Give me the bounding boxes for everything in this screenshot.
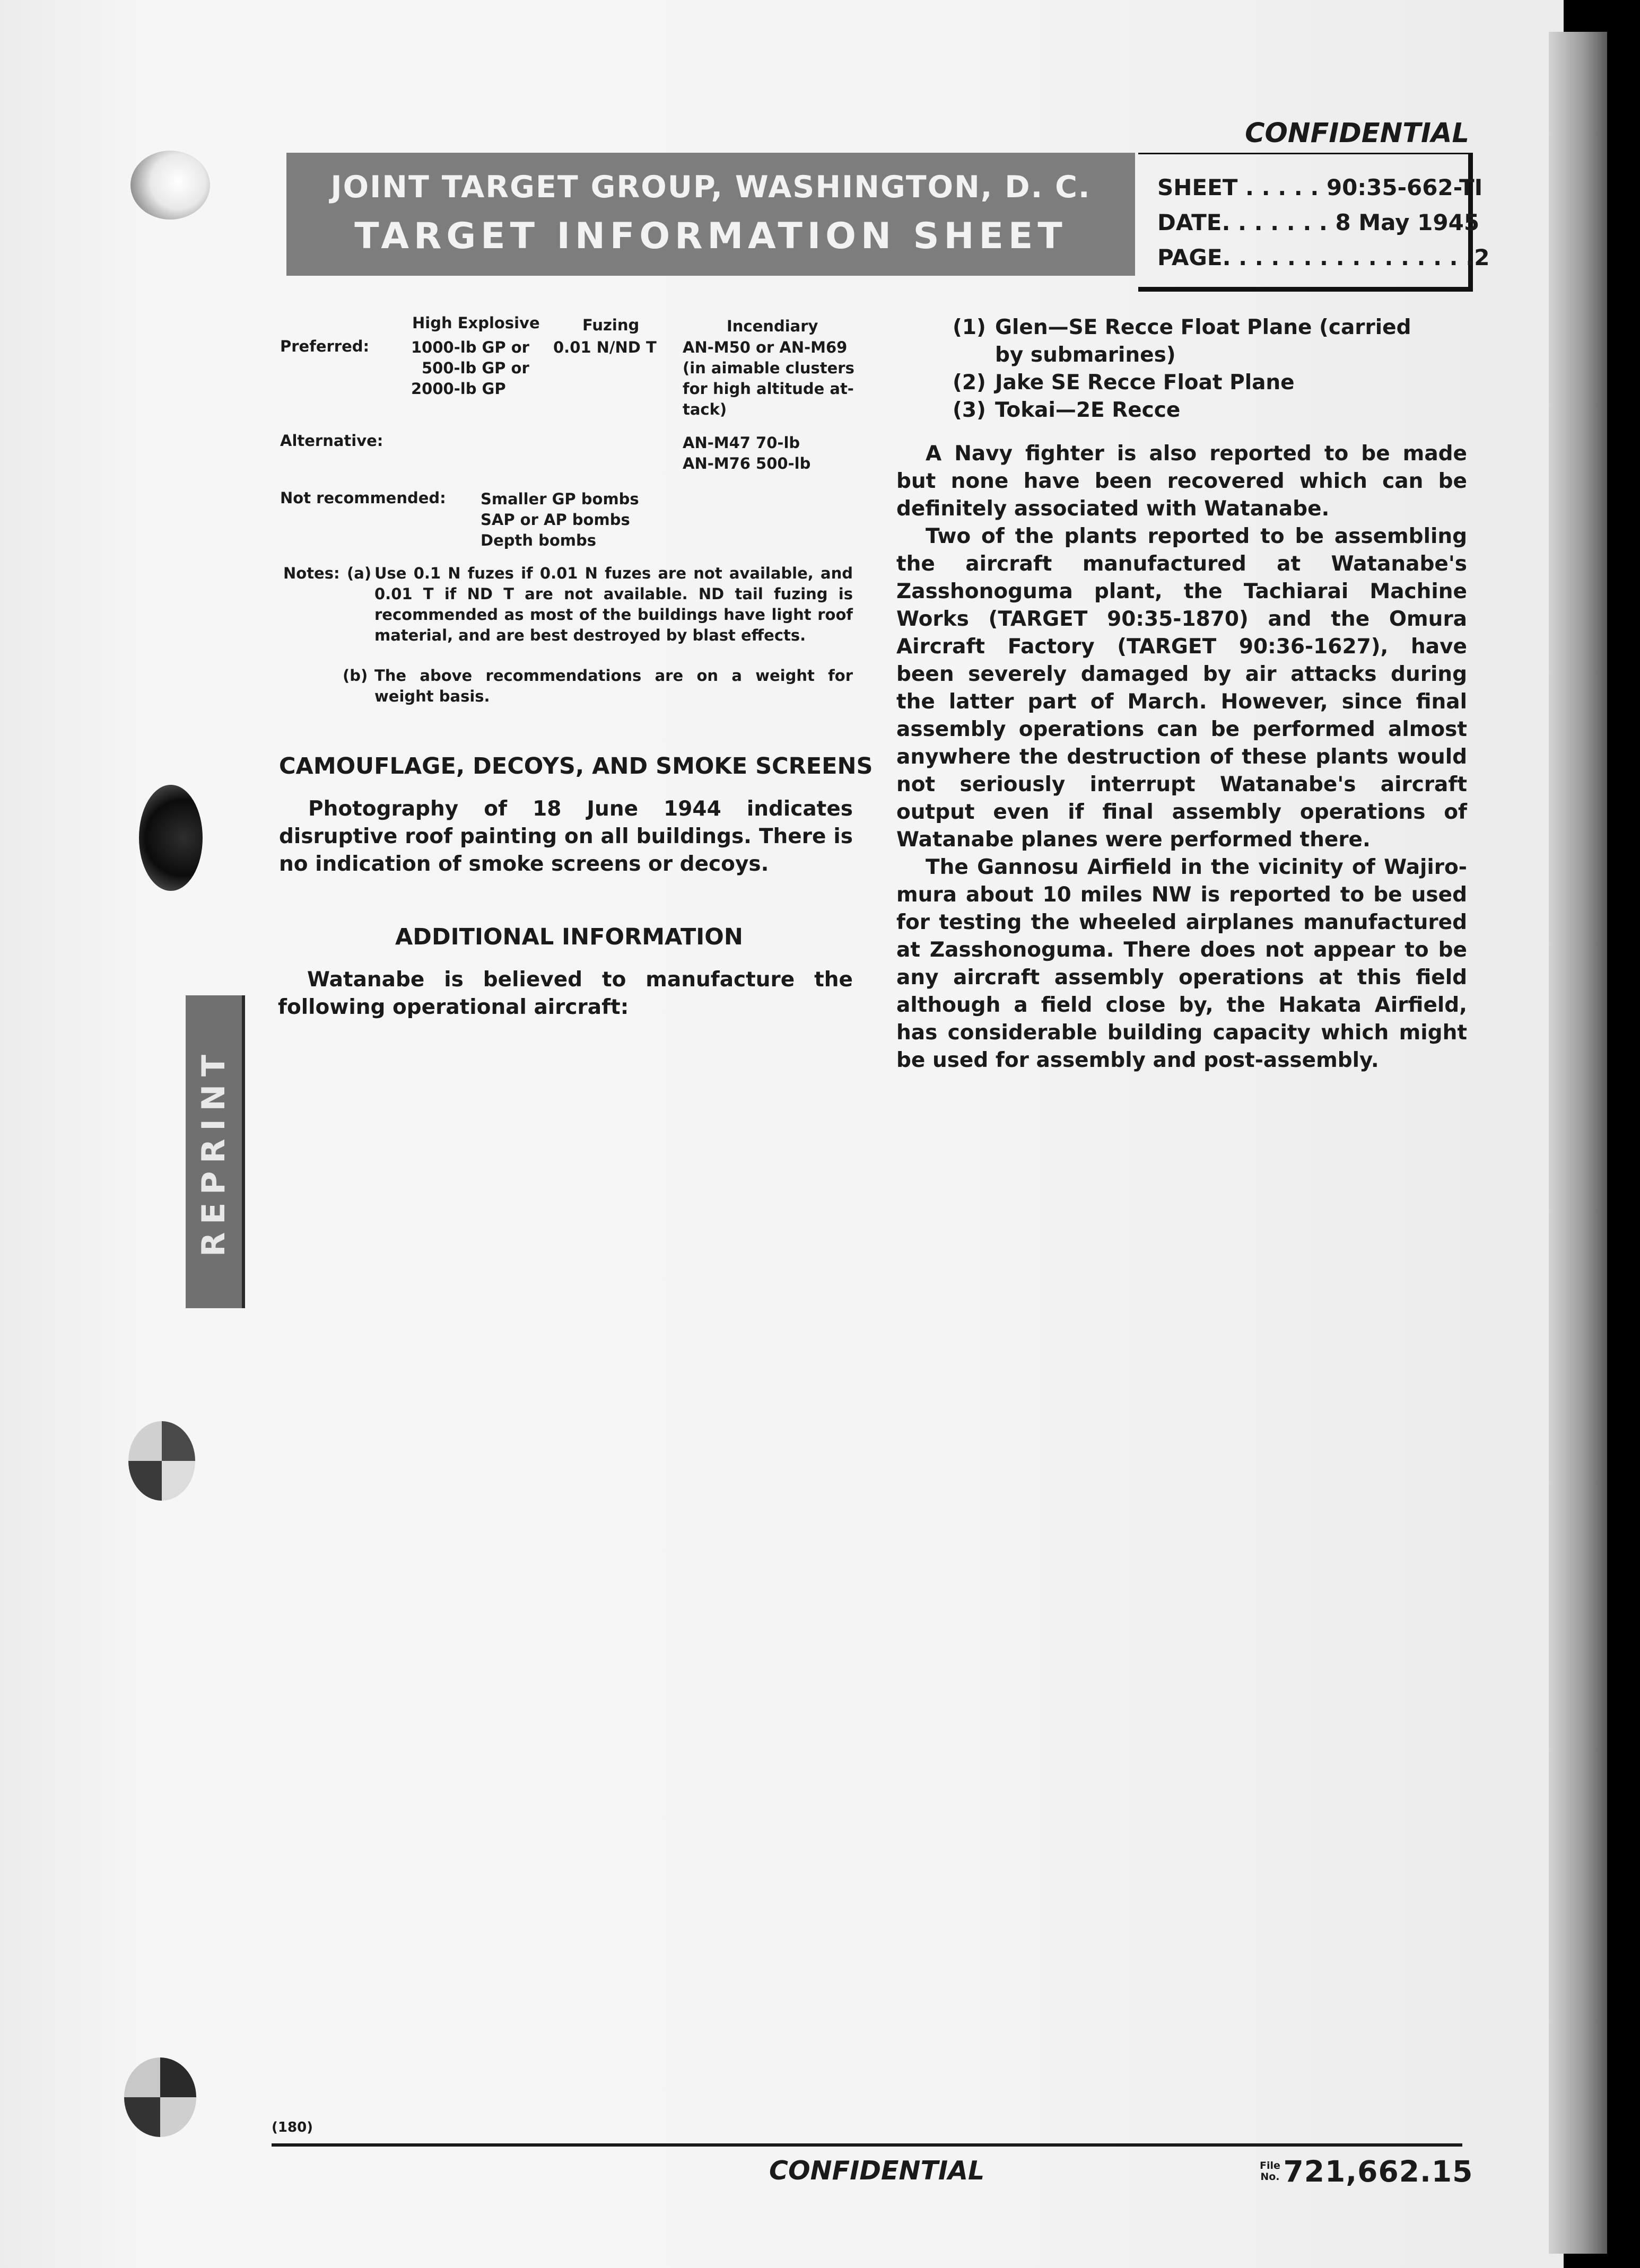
binder-hole (124, 2057, 196, 2137)
sheet-page: PAGE. . . . . . . . . . . . . . . .2 (1157, 244, 1490, 270)
note-a-label: (a) (347, 564, 372, 582)
preferred-incendiary-4: tack) (683, 400, 727, 418)
col-header-high-explosive: High Explosive (412, 314, 540, 332)
additional-info-paragraph (278, 966, 853, 1021)
footer-rule (272, 2143, 1462, 2147)
additional-info-heading: ADDITIONAL INFORMATION (395, 924, 743, 950)
preferred-he-1: 1000-lb GP or (411, 338, 529, 356)
alternative-label: Alternative: (280, 432, 383, 450)
file-number (1260, 2155, 1473, 2188)
sheet-title: TARGET INFORMATION SHEET (354, 215, 1067, 257)
paragraph-navy-fighter: A Navy fighter is also reported to be made but none have been recovered which can be definitely associated with Watanabe. (896, 442, 1467, 521)
title-banner (286, 153, 1135, 276)
note-b-text: The above recommendations are on a weight for weight basis. (374, 667, 853, 705)
preferred-incendiary-2: (in aimable clusters (683, 359, 854, 377)
alternative-incendiary-1: AN-M47 70-lb (683, 434, 800, 452)
camouflage-paragraph (279, 795, 853, 878)
aircraft-list (953, 314, 1430, 424)
not-recommended-label: Not recommended: (280, 489, 446, 507)
reprint-stamp: REPRINT (186, 995, 245, 1308)
binder-hole (139, 785, 203, 891)
sheet-info-box (1138, 153, 1490, 292)
list-item: (2) Jake SE Recce Float Plane (953, 371, 1295, 395)
preferred-incendiary-1: AN-M50 or AN-M69 (683, 338, 848, 356)
org-line: JOINT TARGET GROUP, WASHINGTON, D. C. (330, 170, 1091, 205)
binder-hole (128, 1421, 195, 1501)
note-b-label: (b) (343, 667, 368, 685)
sheet-number: SHEET . . . . . 90:35-662-TI (1157, 174, 1483, 200)
alternative-incendiary-2: AN-M76 500-lb (683, 454, 811, 472)
additional-info-text: Watanabe is believed to manufacture the following operational aircraft: (278, 968, 853, 1019)
note-a-text: Use 0.1 N fuzes if 0.01 N fuzes are not available, and 0.01 T if ND T are not available. ND tail fuzing is recommended as most of the buildings have light roof material, and are best destroyed by blast effects. (374, 564, 853, 644)
paragraph-airfields: The Gannosu Airfield in the vicinity of Wajiro-mura about 10 miles NW is reported to be used for testing the wheeled airplanes manufactured at Zasshonoguma. There does not appear to be any aircraft assembly operations at this field although a field close by, the Hakata Airfield, has considerable building capacity which might be used for assembly and post-assembly. (896, 855, 1467, 1072)
binder-hole (130, 151, 210, 220)
not-recommended-1: Smaller GP bombs (481, 490, 639, 508)
file-number-value: 721,662.15 (1283, 2155, 1473, 2188)
camouflage-text: Photography of 18 June 1944 indicates disruptive roof painting on all buildings. There is no indication of smoke screens or decoys. (279, 797, 853, 876)
list-item: (1) Glen—SE Recce Float Plane (carried by submarines) (953, 316, 1411, 367)
preferred-he-2: 500-lb GP or (422, 359, 529, 377)
page-edge-shadow (1549, 32, 1607, 2254)
classification-bottom: CONFIDENTIAL (769, 2156, 985, 2186)
classification-top: CONFIDENTIAL (1245, 118, 1469, 149)
not-recommended-3: Depth bombs (481, 531, 597, 549)
page-code: (180) (272, 2120, 313, 2135)
camouflage-heading: CAMOUFLAGE, DECOYS, AND SMOKE SCREENS (279, 753, 873, 780)
notes-label: Notes: (283, 564, 340, 582)
paragraph-assembly-plants: Two of the plants reported to be assembling the aircraft manufactured at Watanabe's Zasshonoguma plant, the Tachiarai Machine Works (TARGET 90:35-1870) and the Omura Aircraft Factory (TARGET 90:36-1627), have been severely damaged by air attacks during the latter part of March. However, since final assembly operations can be performed almost anywhere the destruction of these plants would not seriously interrupt Watanabe's aircraft output even if final assembly operations of Watanabe planes were performed there. (896, 524, 1467, 852)
preferred-fuzing: 0.01 N/ND T (553, 338, 657, 356)
not-recommended-2: SAP or AP bombs (481, 511, 630, 529)
preferred-incendiary-3: for high altitude at- (683, 380, 854, 398)
right-column-text (896, 440, 1467, 1074)
sheet-date: DATE. . . . . . . 8 May 1945 (1157, 209, 1480, 235)
file-number-label: File No. (1260, 2160, 1280, 2183)
col-header-fuzing: Fuzing (582, 316, 640, 334)
list-item: (3) Tokai—2E Recce (953, 398, 1181, 422)
col-header-incendiary: Incendiary (727, 317, 818, 335)
preferred-label: Preferred: (280, 337, 370, 355)
preferred-he-3: 2000-lb GP (411, 380, 506, 398)
